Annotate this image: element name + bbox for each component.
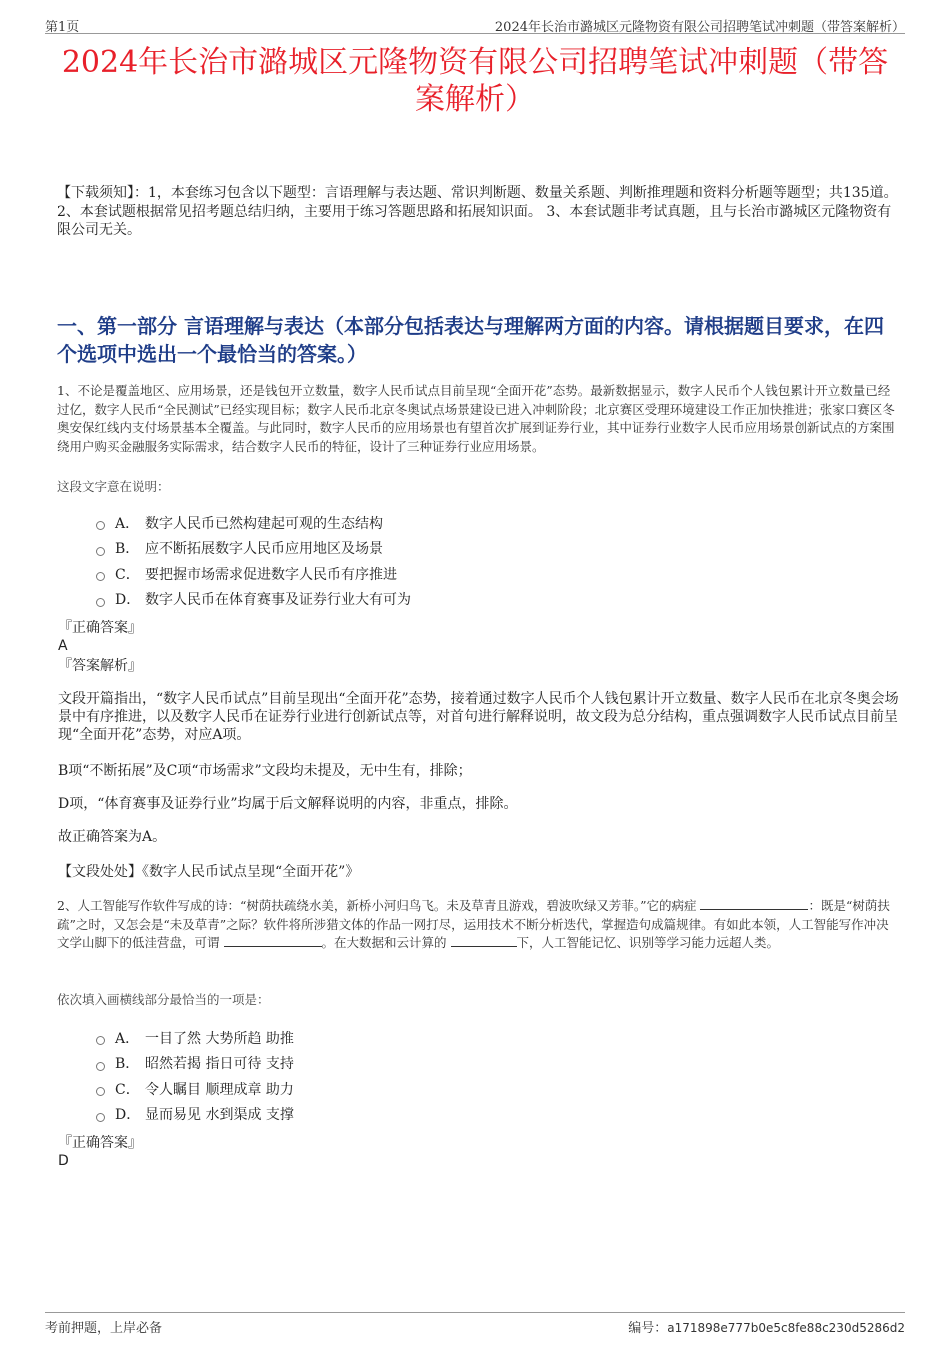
analysis-paragraph: D项，“体育赛事及证券行业”均属于后文解释说明的内容，非重点，排除。 <box>58 796 518 812</box>
option-b[interactable] <box>96 536 411 562</box>
question-2-options <box>96 1025 294 1127</box>
fill-blank <box>700 897 808 910</box>
option-letter: C． <box>115 1081 140 1098</box>
radio-icon[interactable] <box>96 1087 105 1096</box>
option-b[interactable] <box>96 1051 294 1077</box>
document-title: 2024年长治市潞城区元隆物资有限公司招聘笔试冲刺题（带答案解析） <box>61 45 889 117</box>
radio-icon[interactable] <box>96 547 105 556</box>
option-c[interactable] <box>96 561 411 587</box>
fill-blank <box>224 934 322 947</box>
radio-icon[interactable] <box>96 1036 105 1045</box>
radio-icon[interactable] <box>96 1113 105 1122</box>
passage-source: 【文段处处】《数字人民币试点呈现“全面开花”》 <box>58 864 360 880</box>
option-letter: B． <box>115 541 140 558</box>
footer-serial <box>628 1317 905 1336</box>
option-letter: B． <box>115 1056 140 1073</box>
header-doc-title: 2024年长治市潞城区元隆物资有限公司招聘笔试冲刺题（带答案解析） <box>494 20 905 35</box>
option-text: 数字人民币已然构建起可观的生态结构 <box>145 515 383 532</box>
question-2-text-part: 下，人工智能记忆、识别等学习能力远超人类。 <box>516 935 780 950</box>
correct-answer-label: 『正确答案』 <box>58 1135 142 1151</box>
question-2-text <box>57 897 900 953</box>
option-text: 昭然若揭 指日可待 支持 <box>145 1056 294 1073</box>
radio-icon[interactable] <box>96 1062 105 1071</box>
option-c[interactable] <box>96 1076 294 1102</box>
option-text: 要把握市场需求促进数字人民币有序推进 <box>145 566 397 583</box>
question-1-text: 1、不论是覆盖地区、应用场景，还是钱包开立数量，数字人民币试点目前呈现“全面开花”态势。最新数据显示，数字人民币个人钱包累计开立数量已经过亿，数字人民币“全民测试”已经实现目标；数字人民币北京冬奥试点场景建设已进入冲刺阶段；北京赛区受理环境建设工作正加快推进；张家口赛区冬奥安保红线内支付场景基本全覆盖。与此同时，数字人民币的应用场景也有望首次扩展到证券行业，其中证券行业数字人民币应用场景创新试点的方案围绕用户购买金融服务实际需求，结合数字人民币的特征，设计了三种证券行业应用场景。 <box>57 383 895 454</box>
option-text: 令人瞩目 顺理成章 助力 <box>145 1081 294 1098</box>
option-d[interactable] <box>96 587 411 613</box>
option-a[interactable] <box>96 1025 294 1051</box>
option-text: 显而易见 水到渠成 支撑 <box>145 1107 294 1124</box>
option-text: 应不断拓展数字人民币应用地区及场景 <box>145 541 383 558</box>
option-a[interactable] <box>96 510 411 536</box>
option-letter: D． <box>115 1107 141 1124</box>
question-2-text-part: 。在大数据和云计算的 <box>321 935 447 950</box>
analysis-paragraph: B项“不断拓展”及C项“市场需求”文段均未提及，无中生有，排除； <box>58 763 472 779</box>
option-letter: C． <box>115 566 140 583</box>
serial-value: a171898e777b0e5c8fe88c230d5286d2 <box>667 1321 905 1335</box>
radio-icon[interactable] <box>96 521 105 530</box>
correct-answer-label: 『正确答案』 <box>58 620 142 636</box>
question-2-stem: 依次填入画横线部分最恰当的一项是： <box>57 992 270 1007</box>
option-letter: A． <box>115 515 140 532</box>
section-heading: 一、第一部分 言语理解与表达（本部分包括表达与理解两方面的内容。请根据题目要求，在四个选项中选出一个最恰当的答案。） <box>57 314 884 366</box>
question-2-text-part: ：既是“树荫扶疏”之时，又怎会是“未及草青”之际？软件将所涉猎文体的作品一网打尽，运用技术不断分析迭代，掌握造句成篇规律。有如此本领，人工智能写作冲决文学山脚下的低洼营盘，可谓 <box>57 898 890 950</box>
option-d[interactable] <box>96 1102 294 1128</box>
download-notice: 【下载须知】：1，本套练习包含以下题型：言语理解与表达题、常识判断题、数量关系题、判断推理题和资料分析题等题型；共135道。 2、本套试题根据常见招考题总结归纳，主要用于练习答题思路和拓展知识面。 3、本套试题非考试真题，且与长治市潞城区元隆物资有限公司无关。 <box>57 185 898 238</box>
analysis-paragraph: 文段开篇指出，“数字人民币试点”目前呈现出“全面开花”态势，接着通过数字人民币个人钱包累计开立数量、数字人民币在北京冬奥会场景中有序推进，以及数字人民币在证券行业进行创新试点等，对首句进行解释说明，故文段为总分结构，重点强调数字人民币试点目前呈现“全面开花”态势，对应A项。 <box>58 691 899 743</box>
footer-slogan: 考前押题，上岸必备 <box>45 1321 163 1336</box>
serial-label: 编号： <box>628 1321 668 1336</box>
fill-blank <box>451 934 517 947</box>
option-text: 数字人民币在体育赛事及证券行业大有可为 <box>145 592 411 609</box>
analysis-label: 『答案解析』 <box>58 658 142 674</box>
radio-icon[interactable] <box>96 598 105 607</box>
option-text: 一目了然 大势所趋 助推 <box>145 1030 294 1047</box>
option-letter: A． <box>115 1030 140 1047</box>
correct-answer-value: A <box>58 638 68 654</box>
analysis-conclusion: 故正确答案为A。 <box>58 829 167 845</box>
option-letter: D． <box>115 592 141 609</box>
page-header <box>45 14 905 34</box>
question-1-stem: 这段文字意在说明： <box>57 479 170 494</box>
page-footer <box>45 1312 905 1334</box>
page-number: 第1页 <box>45 20 80 35</box>
correct-answer-value: D <box>58 1153 69 1169</box>
radio-icon[interactable] <box>96 572 105 581</box>
question-2-text-part: 2、人工智能写作软件写成的诗：“树荫扶疏绕水美，新桥小河归鸟飞。未及草青且游戏，碧波吹绿又芳菲。”它的病症 <box>57 898 697 913</box>
question-1-options <box>96 510 411 612</box>
